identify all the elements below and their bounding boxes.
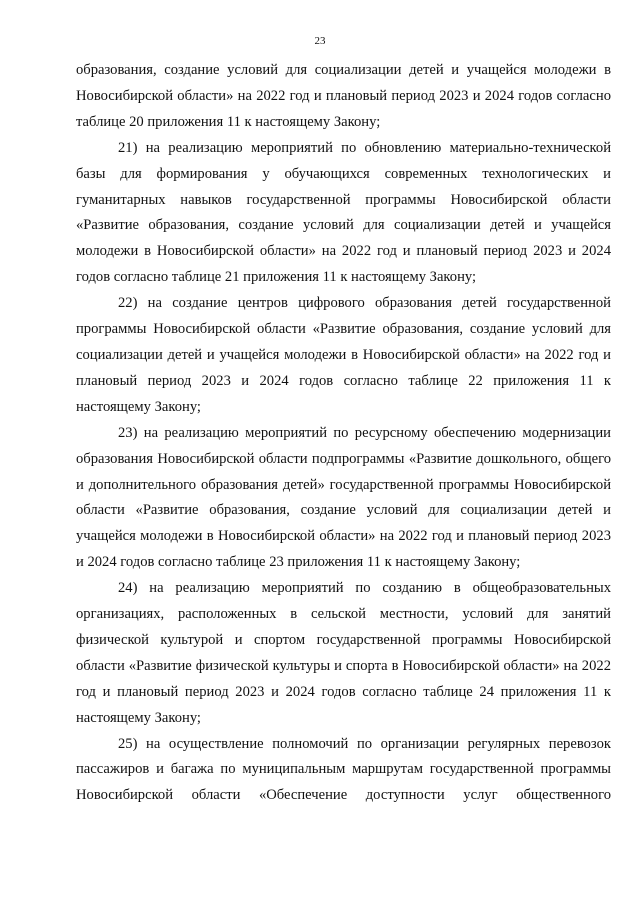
document-body bbox=[76, 58, 611, 809]
paragraph-item-22: 22) на создание центров цифрового образования детей государственной программы Новосибирской области «Развитие образования, создание условий для социализации детей и учащейся молодежи в Новосибирской области» на 2022 год и плановый период 2023 и 2024 годов согласно таблице 22 приложения 11 к настоящему Закону; bbox=[76, 295, 611, 415]
paragraph-item-21: 21) на реализацию мероприятий по обновлению материально-технической базы для формирования у обучающихся современных технологических и гуманитарных навыков государственной программы Новосибирской области «Развитие образования, создание условий для социализации детей и учащейся молодежи в Новосибирской области» на 2022 год и плановый период 2023 и 2024 годов согласно таблице 21 приложения 11 к настоящему Закону; bbox=[76, 139, 611, 286]
paragraph-item-23: 23) на реализацию мероприятий по ресурсному обеспечению модернизации образования Новосибирской области подпрограммы «Развитие дошкольного, общего и дополнительного образования детей» государственной программы Новосибирской области «Развитие образования, создание условий для социализации детей и учащейся молодежи в Новосибирской области» на 2022 год и плановый период 2023 и 2024 годов согласно таблице 23 приложения 11 к настоящему Закону; bbox=[76, 424, 611, 571]
page-number: 23 bbox=[314, 35, 326, 47]
paragraph-item-24: 24) на реализацию мероприятий по созданию в общеобразовательных организациях, расположенных в сельской местности, условий для занятий физической культурой и спортом государственной программы Новосибирской области «Развитие физической культуры и спорта в Новосибирской области» на 2022 год и плановый период 2023 и 2024 годов согласно таблице 24 приложения 11 к настоящему Закону; bbox=[76, 580, 611, 726]
paragraph-continuation: образования, создание условий для социализации детей и учащейся молодежи в Новосибирской области» на 2022 год и плановый период 2023 и 2024 годов согласно таблице 20 приложения 11 к настоящему Закону; bbox=[76, 62, 611, 130]
paragraph-item-25: 25) на осуществление полномочий по организации регулярных перевозок пассажиров и багажа по муниципальным маршрутам государственной программы Новосибирской области «Обеспечение доступности услуг общественного bbox=[76, 735, 611, 804]
